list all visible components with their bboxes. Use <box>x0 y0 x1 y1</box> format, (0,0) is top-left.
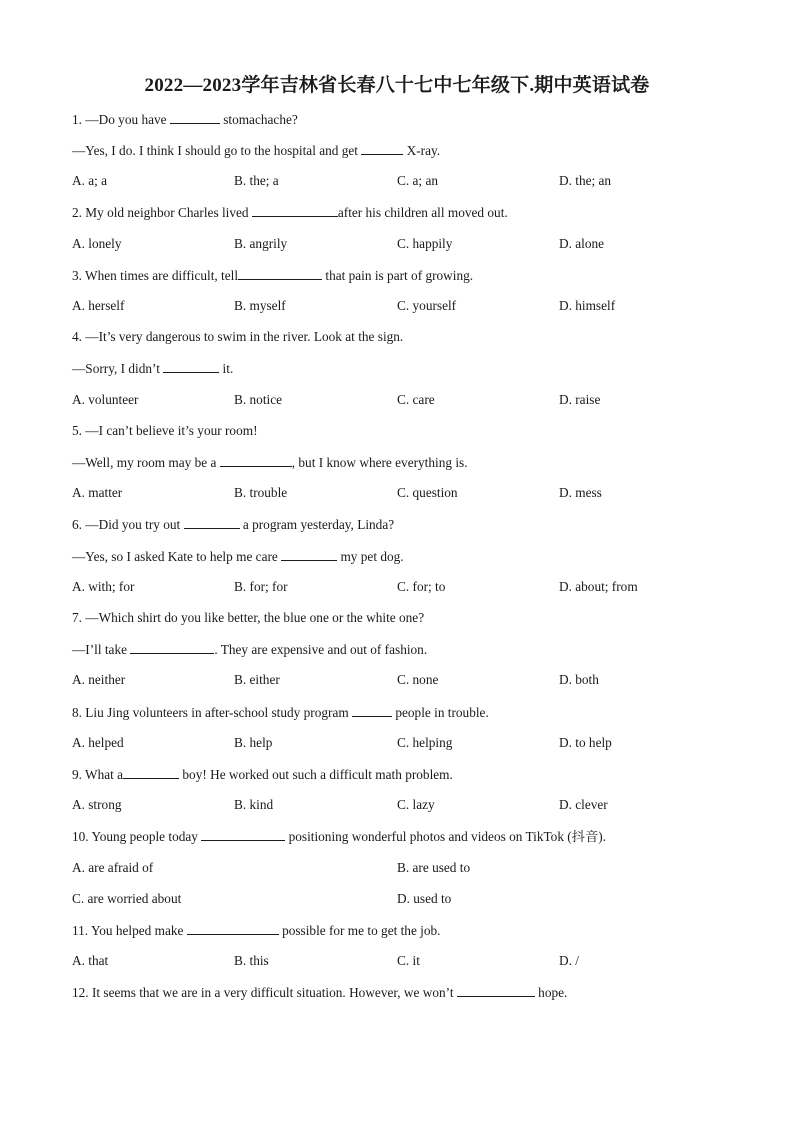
question-9-option-a: A. strong <box>72 797 122 812</box>
answer-blank <box>130 640 214 654</box>
question-10-option-d: D. used to <box>397 891 452 906</box>
question-7-option-a: A. neither <box>72 672 126 687</box>
question-5-option-a: A. matter <box>72 485 123 500</box>
question-12-line-1: 12. It seems that we are in a very difficult situation. However, we won’t hope. <box>72 985 568 1000</box>
question-6-option-c: C. for; to <box>397 579 446 594</box>
question-4-option-c: C. care <box>397 392 435 407</box>
question-7-line-2: —I’ll take . They are expensive and out of fashion. <box>72 642 428 657</box>
question-7-line-1: 7. —Which shirt do you like better, the blue one or the white one? <box>72 610 425 625</box>
answer-blank <box>163 359 219 373</box>
question-6-option-a: A. with; for <box>72 579 135 594</box>
question-5-option-d: D. mess <box>559 485 602 500</box>
question-7-option-d: D. both <box>559 672 599 687</box>
answer-blank <box>238 266 322 280</box>
question-11-option-c: C. it <box>397 953 420 968</box>
answer-blank <box>457 983 535 997</box>
question-3-option-a: A. herself <box>72 298 125 313</box>
answer-blank <box>201 827 285 841</box>
question-11-line-1: 11. You helped make possible for me to get the job. <box>72 923 441 938</box>
question-5-option-b: B. trouble <box>234 485 288 500</box>
question-11-option-a: A. that <box>72 953 109 968</box>
question-2-option-c: C. happily <box>397 236 453 251</box>
question-3-line-1: 3. When times are difficult, tell that pain is part of growing. <box>72 268 474 283</box>
question-8-line-1: 8. Liu Jing volunteers in after-school study program people in trouble. <box>72 705 489 720</box>
question-6-option-d: D. about; from <box>559 579 638 594</box>
question-1-option-d: D. the; an <box>559 173 612 188</box>
question-7-option-b: B. either <box>234 672 280 687</box>
question-7-option-c: C. none <box>397 672 439 687</box>
answer-blank <box>352 703 392 717</box>
answer-blank <box>252 203 338 217</box>
question-1-option-a: A. a; a <box>72 173 108 188</box>
question-9-line-1: 9. What a boy! He worked out such a difficult math problem. <box>72 767 453 782</box>
question-3-option-b: B. myself <box>234 298 286 313</box>
question-6-line-2: —Yes, so I asked Kate to help me care my pet dog. <box>72 549 404 564</box>
question-5-option-c: C. question <box>397 485 458 500</box>
question-2-line-1: 2. My old neighbor Charles lived after his children all moved out. <box>72 205 508 220</box>
question-9-option-b: B. kind <box>234 797 274 812</box>
question-2-option-b: B. angrily <box>234 236 288 251</box>
question-1-line-2: —Yes, I do. I think I should go to the hospital and get X-ray. <box>72 143 441 158</box>
question-10-line-1: 10. Young people today positioning wonderful photos and videos on TikTok (抖音). <box>72 829 607 844</box>
question-4-option-d: D. raise <box>559 392 601 407</box>
question-8-option-d: D. to help <box>559 735 612 750</box>
question-10-option-a: A. are afraid of <box>72 860 154 875</box>
answer-blank <box>361 141 403 155</box>
answer-blank <box>220 453 292 467</box>
question-2-option-a: A. lonely <box>72 236 122 251</box>
question-9-option-d: D. clever <box>559 797 608 812</box>
question-1-option-c: C. a; an <box>397 173 438 188</box>
question-4-option-a: A. volunteer <box>72 392 139 407</box>
answer-blank <box>187 921 279 935</box>
question-8-option-a: A. helped <box>72 735 124 750</box>
question-10-option-b: B. are used to <box>397 860 471 875</box>
question-1-line-1: 1. —Do you have stomachache? <box>72 112 298 127</box>
question-1-option-b: B. the; a <box>234 173 279 188</box>
answer-blank <box>184 515 240 529</box>
page-title: 2022—2023学年吉林省长春八十七中七年级下.期中英语试卷 <box>144 75 650 96</box>
question-5-line-1: 5. —I can’t believe it’s your room! <box>72 423 258 438</box>
question-2-option-d: D. alone <box>559 236 605 251</box>
answer-blank <box>123 765 179 779</box>
question-3-option-c: C. yourself <box>397 298 457 313</box>
question-6-option-b: B. for; for <box>234 579 288 594</box>
answer-blank <box>281 547 337 561</box>
question-10-option-c: C. are worried about <box>72 891 182 906</box>
question-9-option-c: C. lazy <box>397 797 435 812</box>
question-3-option-d: D. himself <box>559 298 616 313</box>
question-8-option-b: B. help <box>234 735 273 750</box>
question-11-option-d: D. / <box>559 953 579 968</box>
question-11-option-b: B. this <box>234 953 269 968</box>
question-8-option-c: C. helping <box>397 735 453 750</box>
question-5-line-2: —Well, my room may be a , but I know where everything is. <box>72 455 468 470</box>
answer-blank <box>170 110 220 124</box>
question-4-option-b: B. notice <box>234 392 283 407</box>
question-4-line-1: 4. —It’s very dangerous to swim in the river. Look at the sign. <box>72 329 404 344</box>
question-4-line-2: —Sorry, I didn’t it. <box>72 361 234 376</box>
question-6-line-1: 6. —Did you try out a program yesterday, Linda? <box>72 517 395 532</box>
